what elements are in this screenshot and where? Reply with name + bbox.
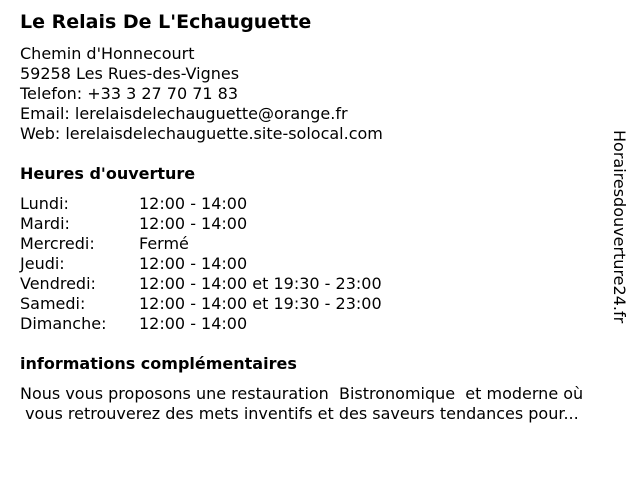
description-text xyxy=(20,384,632,424)
description-line: vous retrouverez des mets inventifs et des saveurs tendances pour... xyxy=(20,404,579,423)
hours-time: Fermé xyxy=(139,234,189,253)
email-address: Email: lerelaisdelechauguette@orange.fr xyxy=(20,104,348,123)
opening-hours-heading: Heures d'ouverture xyxy=(20,164,196,183)
business-name: Le Relais De L'Echauguette xyxy=(20,11,312,33)
hours-time: 12:00 - 14:00 xyxy=(139,314,248,333)
hours-day: Dimanche: xyxy=(20,314,107,333)
description-line: Nous vous proposons une restauration Bistronomique et moderne où xyxy=(20,384,584,403)
phone-number: Telefon: +33 3 27 70 71 83 xyxy=(20,84,239,103)
city-postal: 59258 Les Rues-des-Vignes xyxy=(20,64,240,83)
hours-day: Samedi: xyxy=(20,294,86,313)
hours-time: 12:00 - 14:00 xyxy=(139,254,248,273)
address-block xyxy=(20,44,383,144)
hours-time: 12:00 - 14:00 xyxy=(139,214,248,233)
hours-time: 12:00 - 14:00 et 19:30 - 23:00 xyxy=(139,274,382,293)
hours-day: Mardi: xyxy=(20,214,70,233)
hours-time: 12:00 - 14:00 et 19:30 - 23:00 xyxy=(139,294,382,313)
hours-day: Mercredi: xyxy=(20,234,95,253)
additional-info-heading: informations complémentaires xyxy=(20,354,297,373)
website-address: Web: lerelaisdelechauguette.site-solocal.com xyxy=(20,124,383,143)
hours-day: Lundi: xyxy=(20,194,69,213)
hours-day: Jeudi: xyxy=(20,254,65,273)
hours-time: 12:00 - 14:00 xyxy=(139,194,248,213)
hours-day: Vendredi: xyxy=(20,274,96,293)
site-watermark: Horairesdouverture24.fr xyxy=(610,130,629,324)
street-address: Chemin d'Honnecourt xyxy=(20,44,195,63)
